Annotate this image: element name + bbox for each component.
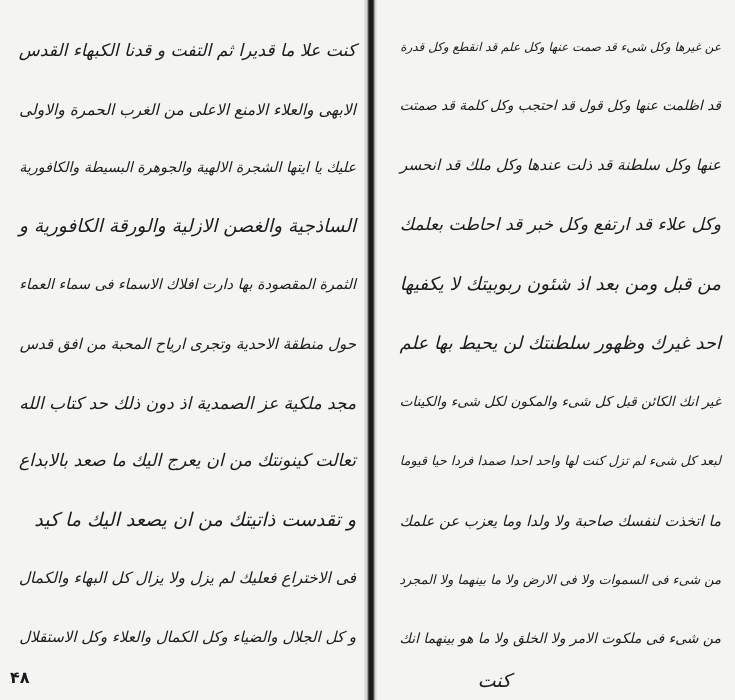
- left-page: [0, 0, 364, 700]
- left-line-6: حول منطقة الاحدية وتجرى ارياح المحبة من افق قدس: [19, 334, 356, 353]
- right-line-3: عنها وكل سلطنة قد ذلت عندها وكل ملك قد انحسر: [400, 156, 721, 175]
- left-line-8: تعالت كينونتك من ان يعرج اليك ما صعد بالابداع: [18, 451, 356, 472]
- right-line-1: عن غيرها وكل شىء قد صمت عنها وكل علم قد انقطع وكل قدرة: [400, 40, 721, 54]
- left-line-7: مجد ملكية عز الصمدية اذ دون ذلك حد كتاب الله: [19, 392, 356, 413]
- right-line-11: من شىء فى ملكوت الامر ولا الخلق ولا ما هو بينهما انك: [399, 630, 721, 647]
- right-page: [377, 0, 735, 700]
- right-line-2: قد اظلمت عنها وكل قول قد احتجب وكل كلمة قد صمتت: [399, 98, 721, 115]
- right-line-6: احد غيرك وظهور سلطنتك لن يحيط بها علم: [399, 332, 721, 354]
- left-line-11: و كل الجلال والضياء وكل الكمال والعلاء وكل الاستقلال: [19, 627, 356, 646]
- left-line-3: عليك يا ايتها الشجرة الالهية والجوهرة البسيطة والكافورية: [19, 160, 356, 177]
- right-line-9: ما اتخذت لنفسك صاحبة ولا ولدا وما يعزب عن علمك: [399, 512, 721, 530]
- left-line-5: الثمرة المقصودة بها دارت افلاك الاسماء فى سماء العماء: [19, 277, 356, 294]
- right-line-12: كنت: [477, 670, 511, 693]
- right-line-4: وكل علاء قد ارتفع وكل خبر قد احاطت بعلمك: [399, 214, 721, 235]
- right-line-8: لبعد كل شىء لم تزل كنت لها واحد احدا صمدا فردا حيا قيوما: [399, 454, 721, 470]
- left-line-10: فى الاختراع فعليك لم يزل ولا يزال كل البهاء والكمال: [18, 569, 356, 588]
- page-number: ۴۸: [10, 668, 30, 687]
- right-line-7: غير انك الكائن قبل كل شىء والمكون لكل شىء والكينات: [399, 394, 721, 411]
- book-gutter: [364, 0, 377, 700]
- left-line-9: و تقدست ذاتيتك من ان يصعد اليك ما كيد: [34, 508, 356, 531]
- left-line-2: الابهى والعلاء الامنع الاعلى من الغرب الحمرة والاولى: [19, 100, 356, 119]
- left-line-1: كنت علا ما قديرا ثم التفت و قدنا الكبهاء القدس: [18, 41, 356, 61]
- right-line-5: من قبل ومن بعد اذ شئون ربوبيتك لا يكفيها: [399, 273, 721, 295]
- left-line-4: الساذجية والغصن الازلية والورقة الكافورية و: [19, 215, 356, 237]
- right-line-10: من شىء فى السموات ولا فى الارض ولا ما بينهما ولا المجرد: [399, 572, 721, 588]
